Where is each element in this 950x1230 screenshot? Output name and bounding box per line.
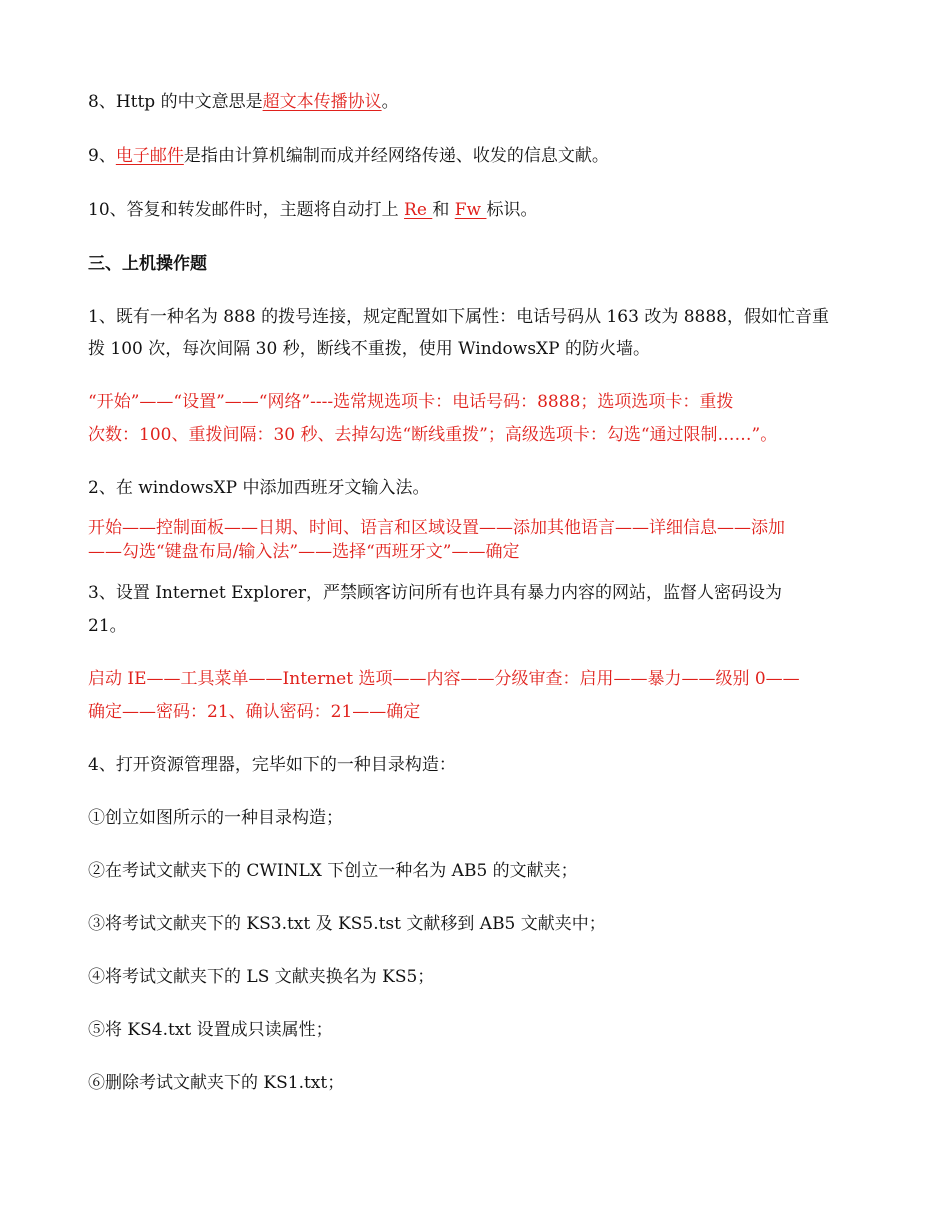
question-8-suffix: 。 xyxy=(381,92,399,112)
question-8-answer: 超文本传播协议 xyxy=(262,92,382,112)
op-step: ⑥删除考试文献夹下的 KS1.txt； xyxy=(88,1073,345,1093)
question-10-text: 10、答复和转发邮件时，主题将自动打上 xyxy=(88,200,405,220)
op-question-2: 2、在 windowsXP 中添加西班牙文输入法。 xyxy=(88,478,430,498)
op-step: ②在考试文献夹下的 CWINLX 下创立一种名为 AB5 的文献夹； xyxy=(88,861,578,881)
op-question-1-line1: 1、既有一种名为 888 的拨号连接，规定配置如下属性：电话号码从 163 改为 8888，假如忙音重 xyxy=(88,307,829,327)
question-9: 9、电子邮件是指由计算机编制而成并经网络传递、收发的信息文献。 xyxy=(88,146,609,166)
op-question-4: 4、打开资源管理器，完毕如下的一种目录构造： xyxy=(88,755,456,775)
op-answer-3-line2: 确定——密码：21、确认密码：21——确定 xyxy=(88,702,421,722)
question-9-text: 是指由计算机编制而成并经网络传递、收发的信息文献。 xyxy=(183,146,609,166)
question-9-answer: 电子邮件 xyxy=(115,146,184,166)
question-10 xyxy=(88,198,868,222)
op-step: ④将考试文献夹下的 LS 文献夹换名为 KS5； xyxy=(88,967,435,987)
question-10-answer-re: Re xyxy=(404,200,433,220)
op-answer-1-line2: 次数：100、重拨间隔：30 秒、去掉勾选“断线重拨”；高级选项卡：勾选“通过限制……”。 xyxy=(88,425,778,445)
op-question-3-line1: 3、设置 Internet Explorer，严禁顾客访问所有也许具有暴力内容的网站，监督人密码设为 xyxy=(88,583,783,603)
section-heading: 三、上机操作题 xyxy=(88,254,207,274)
op-question-3-line2: 21。 xyxy=(88,616,127,636)
op-answer-3-line1: 启动 IE——工具菜单——Internet 选项——内容——分级审查：启用——暴力——级别 0—— xyxy=(88,669,800,689)
op-answer-2-line2: ——勾选“键盘布局/输入法”——选择“西班牙文”——确定 xyxy=(88,542,520,562)
question-8-text: 8、Http 的中文意思是 xyxy=(88,92,263,112)
op-answer-1-line1: “开始”——“设置”——“网络”----选常规选项卡：电话号码：8888；选项选项卡：重拨 xyxy=(88,392,734,412)
question-10-answer-fw: Fw xyxy=(454,200,487,220)
question-10-suffix: 标识。 xyxy=(486,200,538,220)
question-10-mid: 和 xyxy=(432,200,455,220)
op-step: ⑤将 KS4.txt 设置成只读属性； xyxy=(88,1020,333,1040)
op-step: ③将考试文献夹下的 KS3.txt 及 KS5.tst 文献移到 AB5 文献夹中； xyxy=(88,914,606,934)
question-8 xyxy=(88,90,868,114)
op-step: ①创立如图所示的一种目录构造； xyxy=(88,808,343,828)
op-answer-2-line1: 开始——控制面板——日期、时间、语言和区域设置——添加其他语言——详细信息——添加 xyxy=(88,518,785,538)
op-question-1-line2: 拨 100 次，每次间隔 30 秒，断线不重拨，使用 WindowsXP 的防火墙。 xyxy=(88,339,650,359)
